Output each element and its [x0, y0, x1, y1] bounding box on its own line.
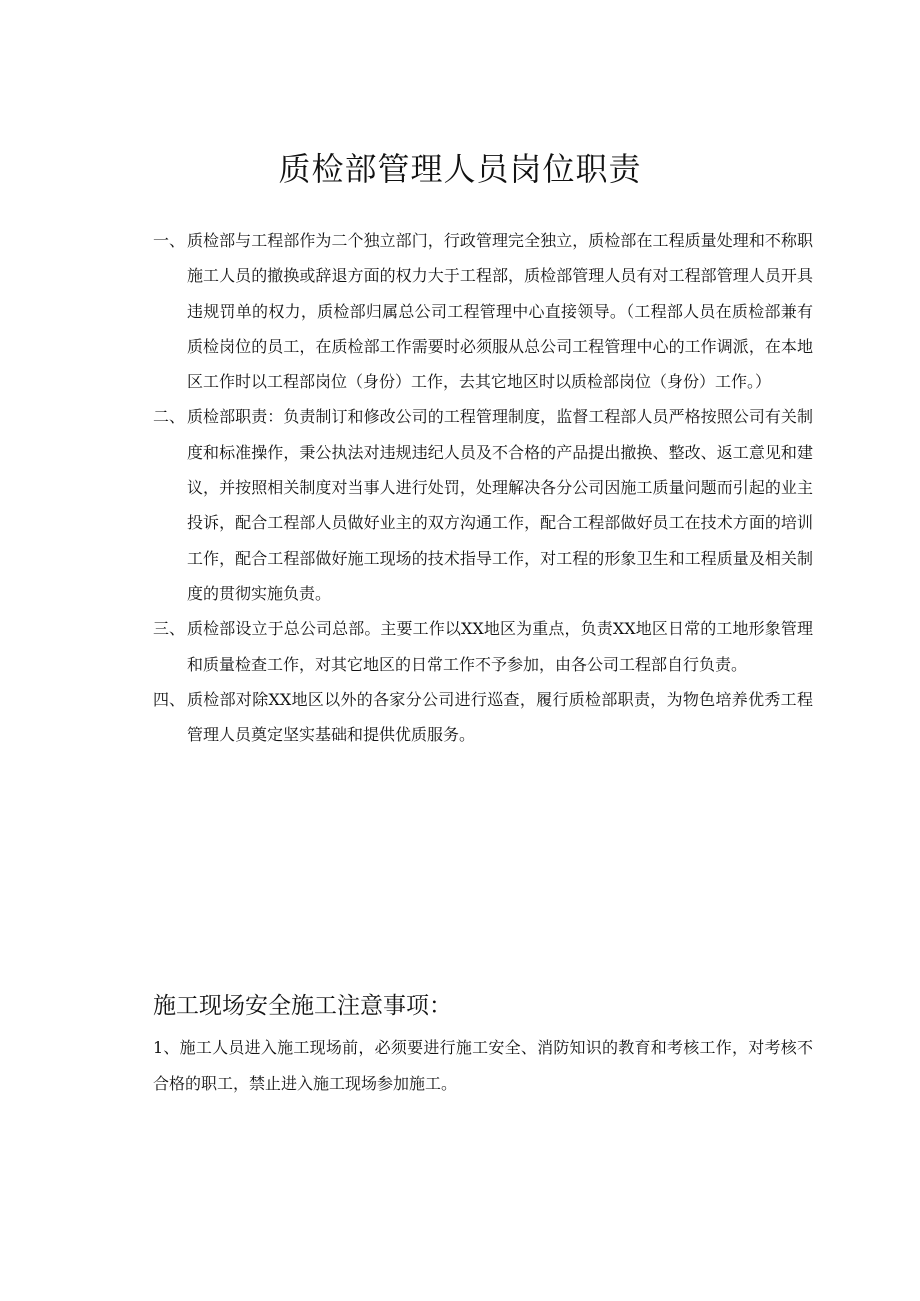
- duty-text-3: 质检部设立于总公司总部。主要工作以XX地区为重点，负责XX地区日常的工地形象管理和质量检查工作，对其它地区的日常工作不予参加，由各公司工程部自行负责。: [187, 619, 813, 674]
- duty-text-1: 质检部与工程部作为二个独立部门，行政管理完全独立，质检部在工程质量处理和不称职施工人员的撤换或辞退方面的权力大于工程部，质检部管理人员有对工程部管理人员开具违规罚单的权力，质检部归属总公司工程管理中心直接领导。（工程部人员在质检部兼有质检岗位的员工，在质检部工作需要时必须服从总公司工程管理中心的工作调派，在本地区工作时以工程部岗位（身份）工作，去其它地区时以质检部岗位（身份）工作。）: [187, 231, 813, 392]
- duty-item-3: [153, 611, 813, 682]
- duty-number-1: 一、: [153, 231, 186, 250]
- duty-number-3: 三、: [153, 619, 186, 639]
- duty-text-2: 质检部职责：负责制订和修改公司的工程管理制度，监督工程部人员严格按照公司有关制度和标准操作，秉公执法对违规违纪人员及不合格的产品提出撤换、整改、返工意见和建议，并按照相关制度对当事人进行处罚，处理解决各分公司因施工质量问题而引起的业主投诉，配合工程部人员做好业主的双方沟通工作，配合工程部做好员工在技术方面的培训工作，配合工程部做好施工现场的技术指导工作，对工程的形象卫生和工程质量及相关制度的贯彻实施负责。: [187, 407, 813, 603]
- duty-number-2: 二、: [153, 407, 186, 427]
- duty-item-2: [153, 399, 813, 611]
- duty-number-4: 四、: [153, 689, 186, 709]
- safety-section-title: 施工现场安全施工注意事项：: [153, 993, 452, 1019]
- safety-note-1: 1、施工人员进入施工现场前，必须要进行施工安全、消防知识的教育和考核工作，对考核不合格的职工，禁止进入施工现场参加施工。: [153, 1038, 813, 1093]
- duty-text-4: 质检部对除XX地区以外的各家分公司进行巡查，履行质检部职责，为物色培养优秀工程管理人员奠定坚实基础和提供优质服务。: [187, 689, 813, 745]
- duty-list: [153, 223, 813, 752]
- duty-item-1: [153, 223, 813, 399]
- document-title: 质检部管理人员岗位职责: [278, 150, 642, 188]
- duty-item-4: [153, 682, 813, 753]
